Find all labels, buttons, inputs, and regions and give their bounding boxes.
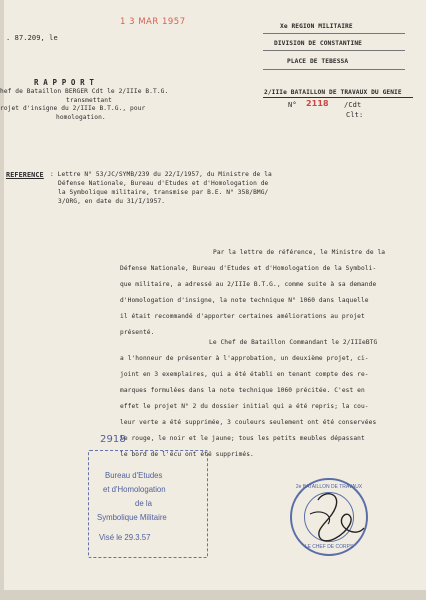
reference-label: REFERENCE [6, 171, 44, 179]
number-prefix: N° [288, 101, 297, 109]
rapport-line: rojet d'insigne du 2/IIIe B.T.G., pour [0, 105, 146, 112]
stamp-line: Symbolique Militaire [97, 513, 167, 522]
divider [263, 69, 405, 70]
clt-label: Clt: [346, 111, 364, 119]
signature [300, 488, 370, 548]
body-line: leur verte a été supprimée, 3 couleurs seulement ont été conservées [120, 419, 377, 426]
body-line: marques formulées dans la note technique 1060 précitée. C'est en [120, 387, 365, 394]
stamp-line: de la [135, 499, 152, 508]
body-line: Défense Nationale, Bureau d'Etudes et d'Homologation de la Symboli- [120, 265, 377, 272]
region-label: Xe REGION MILITAIRE [280, 23, 353, 30]
body-line: d'Homologation d'insigne, la note technique N° 1060 dans laquelle [120, 297, 369, 304]
division-label: DIVISION DE CONSTANTINE [274, 40, 362, 47]
seal-top-text: 2e BATAILLON DE TRAVAUX [295, 484, 363, 490]
stamp-line: Visé le 29.3.57 [99, 533, 151, 542]
reference-line: Défense Nationale, Bureau d'Etudes et d'Homologation de [58, 180, 269, 187]
body-line: que militaire, a adressé au 2/IIIe B.T.G., comme suite à sa demande [120, 281, 377, 288]
stamp-line: Bureau d'Etudes [105, 471, 163, 480]
place-label: PLACE DE TEBESSA [287, 58, 349, 65]
rapport-line: transmettant [66, 97, 112, 104]
reference-line: : Lettre N° 53/JC/SYMB/239 du 22/I/1957, du Ministre de la [50, 171, 272, 178]
body-line: il était recommandé d'apporter certaines améliorations au projet [120, 313, 365, 320]
reference-line: 3/ORG, en date du 31/I/1957. [58, 198, 166, 205]
seal-bottom-text: LE CHEF DE CORPS [304, 544, 354, 550]
homologation-stamp [88, 450, 208, 558]
stamp-line: et d'Homologation [103, 485, 166, 494]
body-line: joint en 3 exemplaires, qui a été établi en tenant compte des re- [120, 371, 369, 378]
body-line: effet le projet N° 2 du dossier initial qui a été repris; la cou- [120, 403, 369, 410]
divider [263, 97, 413, 98]
battalion-label: 2/IIIe BATAILLON DE TRAVAUX DU GENIE [264, 89, 402, 96]
date-stamp: 1 3 MAR 1957 [120, 17, 186, 27]
number-suffix: /Cdt [344, 101, 362, 109]
rapport-line: homologation. [56, 114, 106, 121]
divider [263, 33, 405, 34]
body-line: a l'honneur de présenter à l'approbation, un deuxième projet, ci- [120, 355, 369, 362]
rapport-line: hef de Bataillon BERGER Cdt le 2/IIIe B.T.G. [0, 88, 169, 95]
body-line: le rouge, le noir et le jaune; tous les petits meubles dépassant [120, 435, 365, 442]
ref-line: . 87.209, le [6, 34, 58, 42]
number-value: 2118 [306, 99, 329, 108]
page-bottom-edge [0, 590, 426, 600]
body-line: le bord de l'écu ont été supprimés. [120, 451, 254, 458]
body-line: Le Chef de Bataillon Commandant le 2/IIIeBTG [209, 339, 378, 346]
body-line: présenté. [120, 329, 155, 336]
rapport-title: R A P P O R T [34, 78, 94, 87]
divider [263, 50, 405, 51]
body-line: Par la lettre de référence, le Ministre de la [213, 249, 386, 256]
reference-line: la Symbolique militaire, transmise par B.E. N° 358/BMG/ [58, 189, 269, 196]
stamp-handwritten-number: 2918 [100, 434, 126, 445]
